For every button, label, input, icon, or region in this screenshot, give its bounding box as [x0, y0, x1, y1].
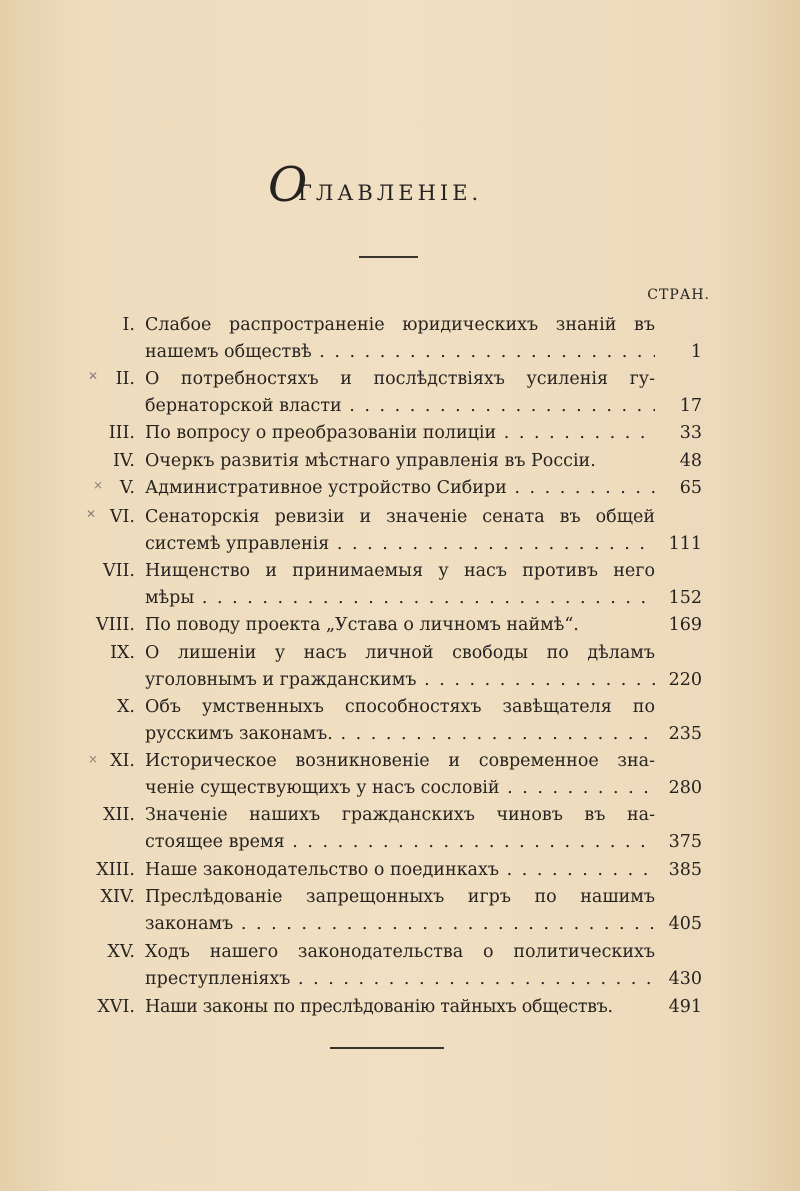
entry-page: 375	[668, 832, 702, 852]
entry-page: 430	[668, 969, 702, 989]
entry-title-cont: уголовнымъ и гражданскимъ . . .	[145, 667, 655, 693]
entry-title: Сенаторскія ревизіи и значеніе сената въ общей	[145, 507, 655, 527]
entry-page: 152	[668, 588, 702, 608]
entry-number: XIV.	[100, 887, 135, 907]
toc-line	[0, 585, 800, 611]
entry-number: I.	[122, 315, 135, 335]
toc-line	[0, 829, 800, 855]
entry-title-cont: нашемъ обществѣ . . .	[145, 339, 655, 365]
entry-title: Наше законодательство о поединкахъ . . .	[145, 857, 655, 883]
toc-line	[0, 339, 800, 365]
entry-page: 280	[668, 778, 702, 798]
entry-title-cont: мѣры . . .	[145, 585, 655, 611]
toc-line	[0, 939, 800, 965]
toc-line	[0, 966, 800, 992]
entry-number: III.	[108, 423, 135, 443]
entry-title: Слабое распространеніе юридическихъ знаній въ	[145, 315, 655, 335]
page-column-header: СТРАН.	[647, 287, 710, 303]
toc-line	[0, 667, 800, 693]
entry-title: По поводу проекта „Устава о личномъ наймѣ“.	[145, 615, 579, 635]
toc-line	[0, 312, 800, 338]
entry-title: О лишеніи у насъ личной свободы по дѣламъ	[145, 643, 655, 663]
entry-number: II.	[115, 369, 135, 389]
entry-number: X.	[116, 697, 135, 717]
entry-title: Очеркъ развитія мѣстнаго управленія въ Россіи.	[145, 451, 596, 471]
entry-number: V.	[119, 478, 135, 498]
entry-number: XII.	[103, 805, 135, 825]
toc-line	[0, 475, 800, 501]
entry-number: VIII.	[96, 615, 135, 635]
entry-page: 65	[679, 478, 702, 498]
entry-number: IV.	[112, 451, 135, 471]
toc-line	[0, 721, 800, 747]
entry-title: Нищенство и принимаемыя у насъ противъ него	[145, 561, 655, 581]
entry-number: XIII.	[96, 860, 135, 880]
entry-page: 1	[690, 342, 702, 362]
entry-title-cont: системѣ управленія . . .	[145, 531, 655, 557]
entry-number: XI.	[110, 751, 135, 771]
pencil-mark: ✕	[86, 507, 97, 521]
entry-title-cont: ченіе существующихъ у насъ сословій . . .	[145, 775, 655, 801]
entry-title: Ходъ нашего законодательства о политическихъ	[145, 942, 655, 962]
toc-line	[0, 802, 800, 828]
entry-page: 385	[668, 860, 702, 880]
closing-divider	[330, 1047, 444, 1049]
entry-title-cont: стоящее время . . .	[145, 829, 655, 855]
entry-title-cont: русскимъ законамъ. . . .	[145, 721, 655, 747]
toc-line	[0, 911, 800, 937]
toc-line	[0, 504, 800, 530]
toc-line	[0, 775, 800, 801]
entry-page: 491	[668, 997, 702, 1017]
pencil-mark: ×	[93, 478, 104, 492]
entry-number: XV.	[107, 942, 135, 962]
entry-title: Историческое возникновеніе и современное зна-	[145, 751, 655, 771]
entry-number: VII.	[102, 561, 135, 581]
toc-line	[0, 884, 800, 910]
toc-line	[0, 994, 800, 1020]
title-divider	[359, 256, 418, 258]
entry-title-cont: бернаторской власти . . .	[145, 393, 655, 419]
entry-page: 235	[668, 724, 702, 744]
toc-line	[0, 694, 800, 720]
pencil-mark: ×	[88, 752, 99, 766]
entry-title: Административное устройство Сибири . . .	[145, 475, 655, 501]
toc-line	[0, 531, 800, 557]
toc-line	[0, 857, 800, 883]
entry-title: Наши законы по преслѣдованію тайныхъ обществъ.	[145, 997, 613, 1017]
toc-line	[0, 640, 800, 666]
toc-line	[0, 393, 800, 419]
title-rest: ГЛАВЛЕНІЕ.	[298, 181, 483, 205]
toc-line	[0, 612, 800, 638]
pencil-mark: ✕	[88, 369, 99, 383]
toc-line	[0, 558, 800, 584]
entry-title: О потребностяхъ и послѣдствіяхъ усиленія гу-	[145, 369, 655, 389]
entry-title-cont: законамъ . . .	[145, 911, 655, 937]
toc-line	[0, 420, 800, 446]
entry-title: Преслѣдованіе запрещонныхъ игръ по нашимъ	[145, 887, 655, 907]
entry-page: 111	[668, 534, 702, 554]
entry-title: Объ умственныхъ способностяхъ завѣщателя по	[145, 697, 655, 717]
toc-line	[0, 448, 800, 474]
entry-page: 405	[668, 914, 702, 934]
entry-number: VI.	[109, 507, 135, 527]
entry-page: 169	[668, 615, 702, 635]
entry-title: Значеніе нашихъ гражданскихъ чиновъ въ на-	[145, 805, 655, 825]
entry-number: XVI.	[97, 997, 135, 1017]
entry-page: 17	[679, 396, 702, 416]
entry-page: 220	[668, 670, 702, 690]
entry-page: 33	[679, 423, 702, 443]
entry-title: По вопросу о преобразованіи полиціи . . .	[145, 420, 655, 446]
entry-number: IX.	[110, 643, 135, 663]
entry-title-cont: преступленіяхъ . . .	[145, 966, 655, 992]
toc-line	[0, 366, 800, 392]
title-initial: О	[268, 157, 308, 213]
entry-page: 48	[679, 451, 702, 471]
toc-line	[0, 748, 800, 774]
